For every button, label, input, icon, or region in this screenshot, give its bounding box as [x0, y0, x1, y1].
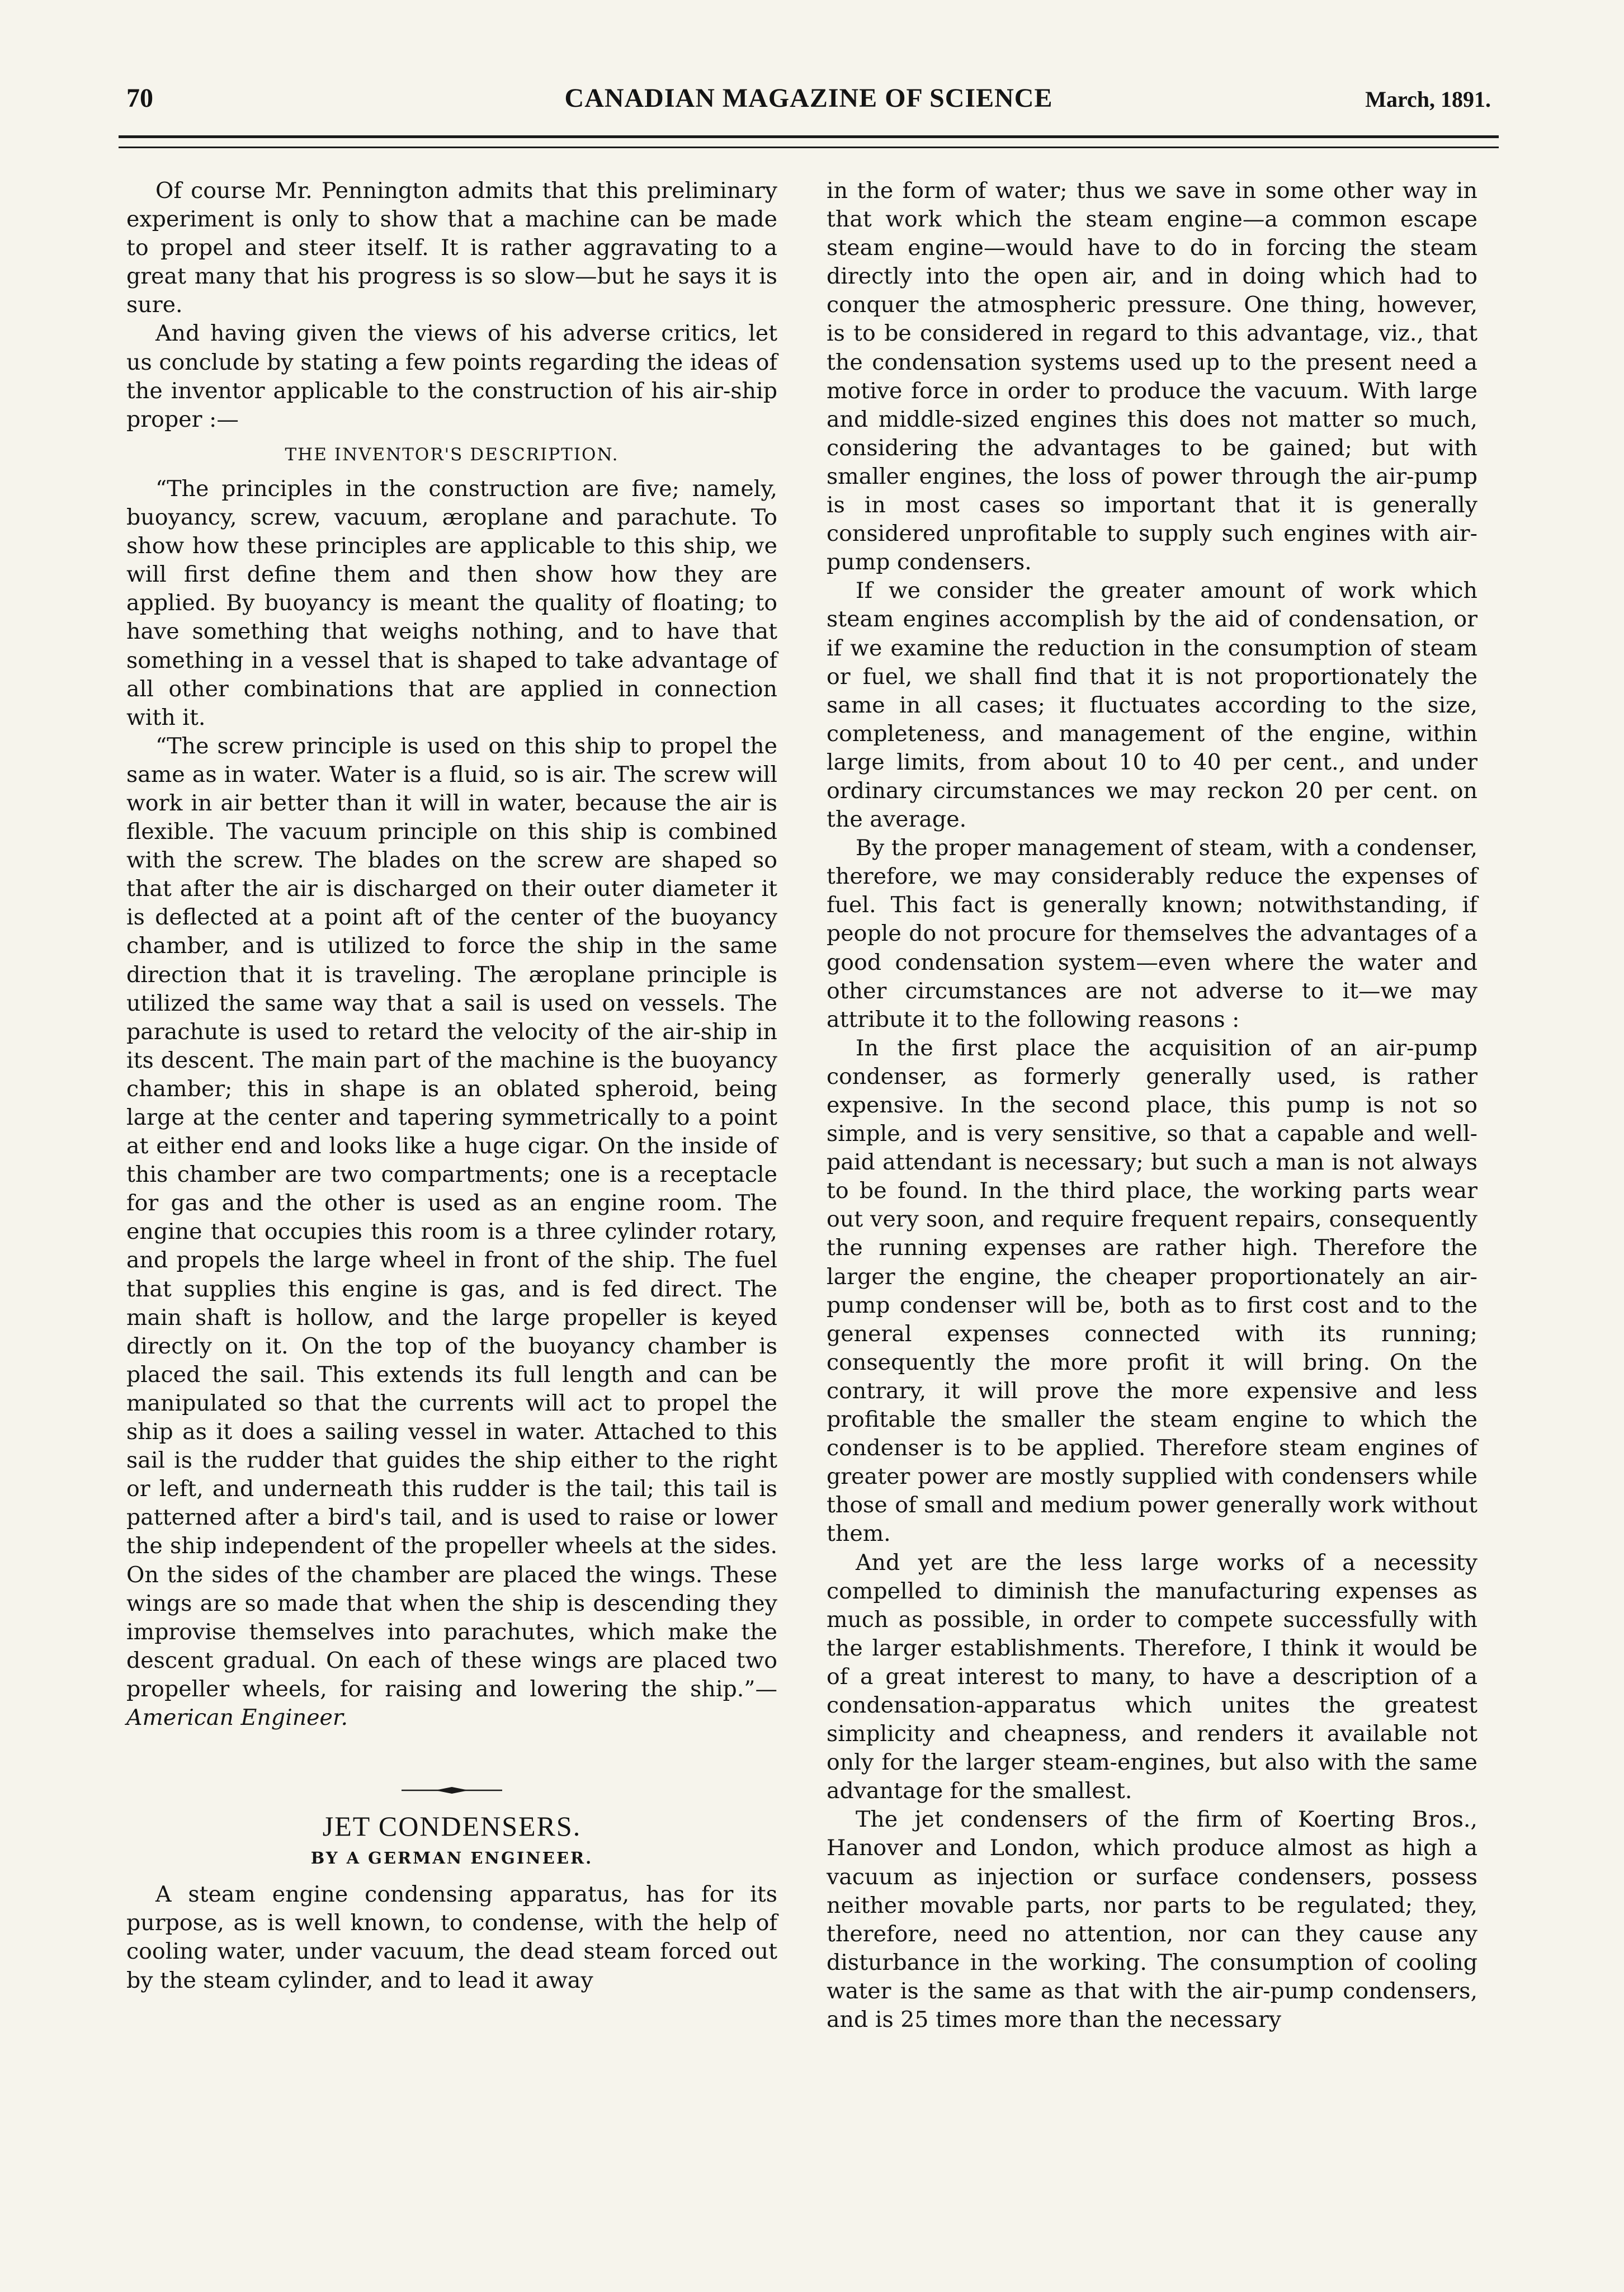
- paragraph: “The principles in the construction are five; namely, buoyancy, screw, vacuum, æroplane and parachute. To show how these principles are applicable to this ship, we will first define them and then show how they are applied. By buoyancy is meant the quality of floating; to have something that weighs nothing, and to have that something in a vessel that is shaped to take advantage of all other combinations that are applied in connection with it.: [126, 475, 777, 730]
- issue-date: March, 1891.: [1365, 87, 1491, 112]
- header-rule-thick: [119, 135, 1499, 138]
- right-column: [827, 177, 1477, 2034]
- paragraph: If we consider the greater amount of work which steam engines accomplish by the aid of condensation, or if we examine the reduction in the consumption of steam or fuel, we shall find that it is not proportionately the same in all cases; it fluctuates according to the size, completeness, and management of the engine, within large limits, from about 10 to 40 per cent., and under ordinary circumstances we may reckon 20 per cent. on the average.: [827, 578, 1477, 833]
- paragraph: A steam engine condensing apparatus, has for its purpose, as is well known, to condense, with the help of cooling water, under vacuum, the dead steam forced out by the steam cylinder, and to lead it away: [126, 1881, 777, 1993]
- page-number: 70: [126, 83, 153, 113]
- paragraph: And yet are the less large works of a necessity compelled to diminish the manufacturing expenses as much as possible, in order to compete successfully with the larger establishments. Therefore, I think it would be of a great interest to many, to have a description of a condensation-apparatus which unites the greatest simplicity and cheapness, and renders it available not only for the larger steam-engines, but also with the same advantage for the smallest.: [827, 1549, 1477, 1804]
- article-byline: BY A GERMAN ENGINEER.: [310, 1848, 593, 1868]
- header-rule-thin: [119, 147, 1499, 148]
- running-header: [126, 83, 1491, 116]
- paragraph-continuation: in the form of water; thus we save in some other way in that work which the steam engine—a common escape steam engine—would have to do in forcing the steam directly into the open air, and in doing which had to conquer the atmospheric pressure. One thing, however, is to be considered in regard to this advantage, viz., that the condensation systems used up to the present need a motive force in order to produce the vacuum. With large and middle-sized engines this does not matter so much, considering the advantages to be gained; but with smaller engines, the loss of power through the air-pump is in most cases so important that it is generally considered unprofitable to supply such engines with air-pump condensers.: [827, 178, 1477, 576]
- section-divider-ornament: [396, 1785, 508, 1795]
- left-column: [126, 177, 777, 1995]
- article-title: JET CONDENSERS.: [322, 1810, 582, 1842]
- journal-title: CANADIAN MAGAZINE OF SCIENCE: [564, 83, 1053, 113]
- source-attribution: American Engineer.: [126, 1704, 348, 1730]
- paragraph: And having given the views of his adverse critics, let us conclude by stating a few points regarding the ideas of the inventor applicable to the construction of his air-ship proper :—: [126, 320, 777, 432]
- paragraph-text: “The screw principle is used on this ship to propel the same as in water. Water is a fluid, so is air. The screw will work in air better than it will in water, because the air is flexible. The vacuum principle on this ship is combined with the screw. The blades on the screw are shaped so that after the air is discharged on their outer diameter it is deflected at a point aft of the center of the buoyancy chamber, and is utilized to force the ship in the same direction that it is traveling. The æroplane principle is utilized the same way that a sail is used on vessels. The parachute is used to retard the velocity of the air-ship in its descent. The main part of the machine is the buoyancy chamber; this in shape is an oblated spheroid, being large at the center and tapering symmetrically to a point at either end and looks like a huge cigar. On the inside of this chamber are two compartments; one is a receptacle for gas and the other is used as an engine room. The engine that occupies this room is a three cylinder rotary, and propels the large wheel in front of the ship. The fuel that supplies this engine is gas, and is fed direct. The main shaft is hollow, and the large propeller is keyed directly on it. On the top of the buoyancy chamber is placed the sail. This extends its full length and can be manipulated so that the currents will act to propel the ship as it does a sailing vessel in water. Attached to this sail is the rudder that guides the ship either to the right or left, and underneath this rudder is the tail; this tail is patterned after a bird's tail, and is used to raise or lower the ship independent of the propeller wheels at the sides. On the sides of the chamber are placed the wings. These wings are so made that when the ship is descending they improvise themselves into parachutes, which make the descent gradual. On each of these wings are placed two propeller wheels, for raising and lowering the ship.”—: [126, 733, 777, 1702]
- quoted-paragraph: [126, 732, 777, 1732]
- paragraph: Of course Mr. Pennington admits that this preliminary experiment is only to show that a machine can be made to propel and steer itself. It is rather aggravating to a great many that his progress is so slow—but he says it is sure.: [126, 178, 777, 318]
- paragraph: The jet condensers of the firm of Koerting Bros., Hanover and London, which produce almost as high a vacuum as injection or surface condensers, possess neither movable parts, nor parts to be regulated; they, therefore, need no attention, nor can they cause any disturbance in the working. The consumption of cooling water is the same as that with the air-pump condensers, and is 25 times more than the necessary: [827, 1807, 1477, 2032]
- paragraph: In the first place the acquisition of an air-pump condenser, as formerly generally used, is rather expensive. In the second place, this pump is not so simple, and is very sensitive, so that a capable and well-paid attendant is necessary; but such a man is not always to be found. In the third place, the working parts wear out very soon, and require frequent repairs, consequently the running expenses are rather high. Therefore the larger the engine, the cheaper proportionately an air-pump condenser will be, both as to first cost and to the general expenses connected with its running; consequently the more profit it will bring. On the contrary, it will prove the more expensive and less profitable the smaller the steam engine to which the condenser is to be applied. Therefore steam engines of greater power are mostly supplied with condensers while those of small and medium power generally work without them.: [827, 1035, 1477, 1547]
- section-subheading: THE INVENTOR'S DESCRIPTION.: [285, 444, 619, 465]
- paragraph: By the proper management of steam, with a condenser, therefore, we may considerably reduce the expenses of fuel. This fact is generally known; notwithstanding, if people do not procure for themselves the advantages of a good condensation system—even where the water and other circumstances are not adverse to it—we may attribute it to the following reasons :: [827, 835, 1477, 1032]
